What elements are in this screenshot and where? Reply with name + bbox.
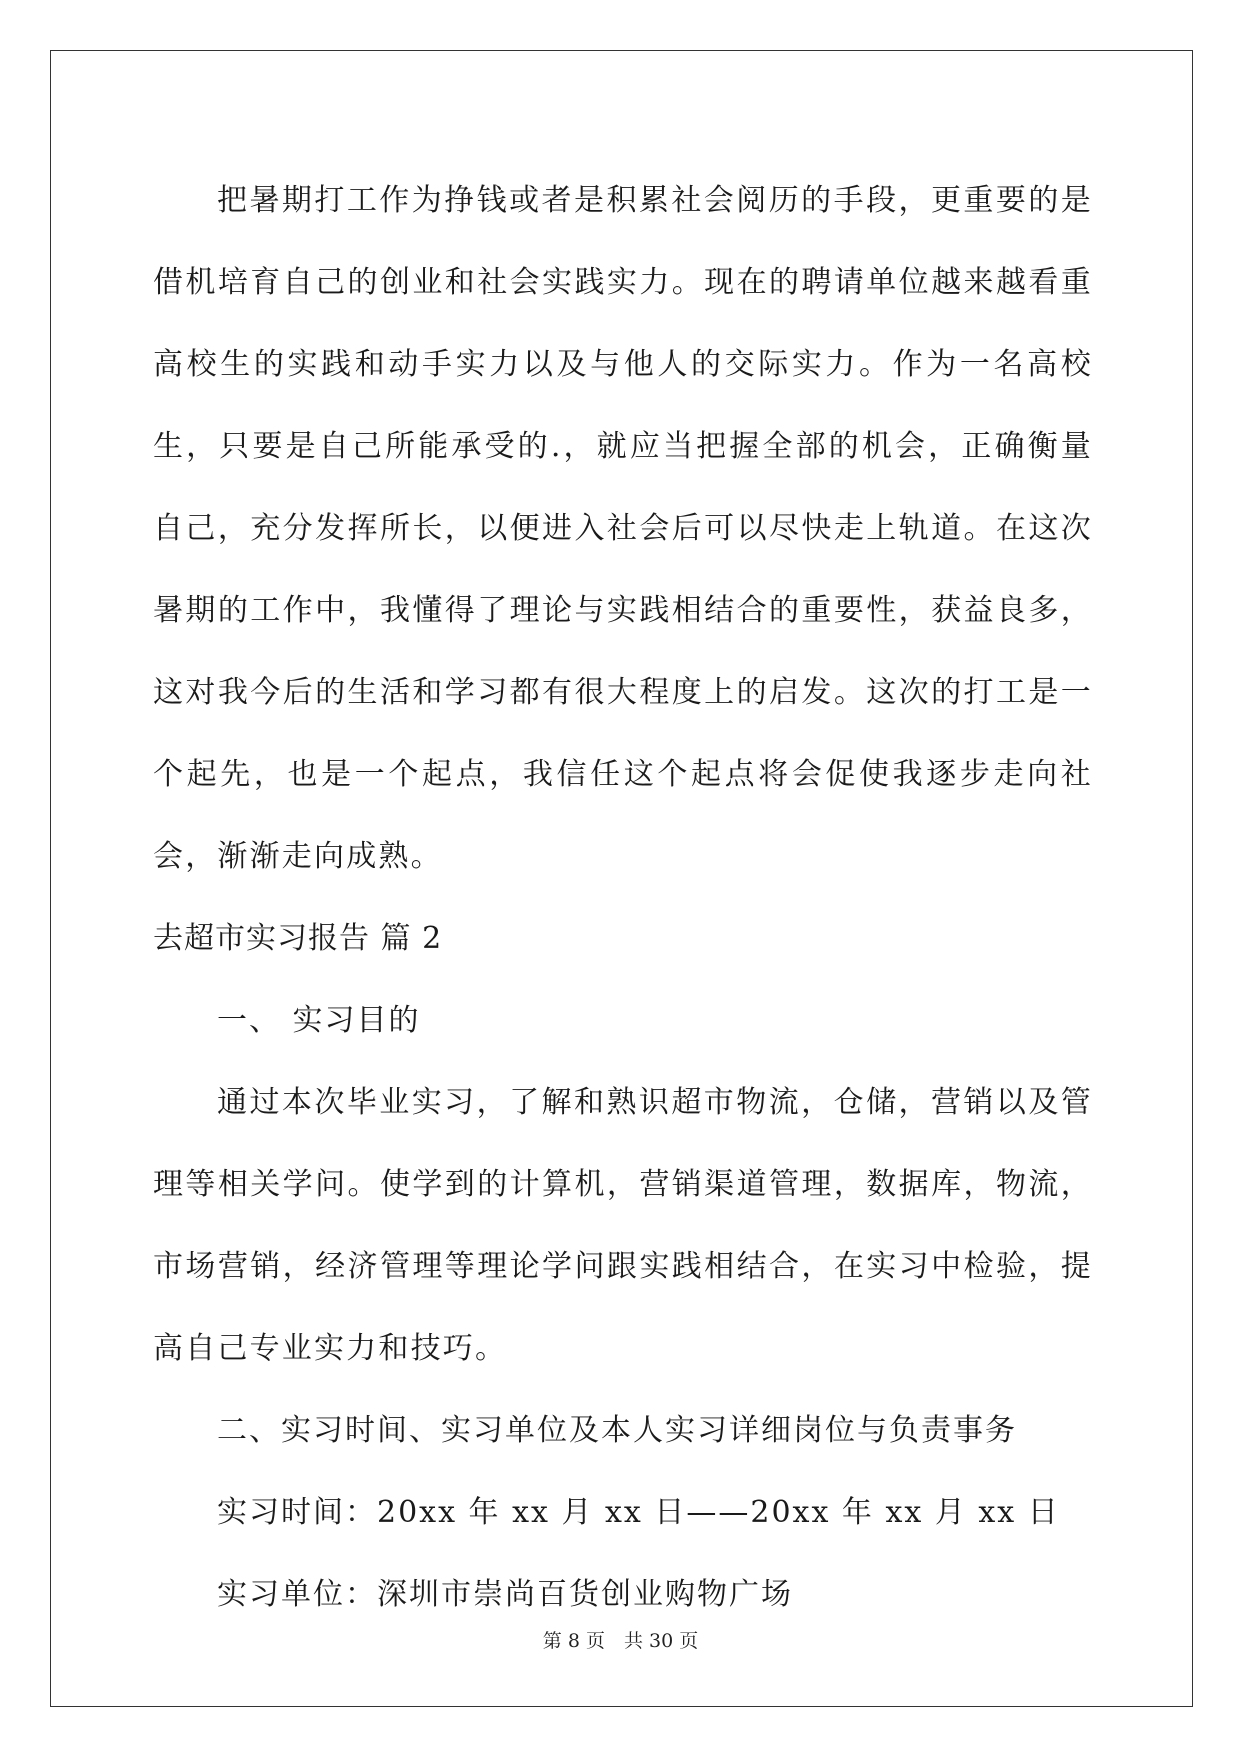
heading-internship-purpose: 一、 实习目的 [217,1003,421,1038]
heading-internship-details: 二、实习时间、实习单位及本人实习详细岗位与负责事务 [217,1413,1017,1448]
section-title: 去超市实习报告 篇 2 [153,921,443,956]
paragraph-summer-work: 把暑期打工作为挣钱或者是积累社会阅历的手段，更重要的是借机培育自己的创业和社会实践实力。现在的聘请单位越来越看重高校生的实践和动手实力以及与他人的交际实力。作为一名高校生，只要是自己所能承受的.，就应当把握全部的机会，正确衡量自己，充分发挥所长，以便进入社会后可以尽快走上轨道。在这次暑期的工作中，我懂得了理论与实践相结合的重要性，获益良多，这对我今后的生活和学习都有很大程度上的启发。这次的打工是一个起先，也是一个起点，我信任这个起点将会促使我逐步走向社会，渐渐走向成熟。 [153,183,1093,874]
internship-unit: 实习单位：深圳市崇尚百货创业购物广场 [217,1577,793,1612]
paragraph-internship-purpose: 通过本次毕业实习，了解和熟识超市物流，仓储，营销以及管理等相关学问。使学到的计算机，营销渠道管理，数据库，物流，市场营销，经济管理等理论学问跟实践相结合，在实习中检验，提高自己专业实力和技巧。 [153,1085,1093,1366]
page-footer: 第 8 页 共 30 页 [542,1630,699,1652]
internship-time: 实习时间：20xx 年 xx 月 xx 日——20xx 年 xx 月 xx 日 [217,1495,1060,1530]
document-body [153,160,1093,1636]
